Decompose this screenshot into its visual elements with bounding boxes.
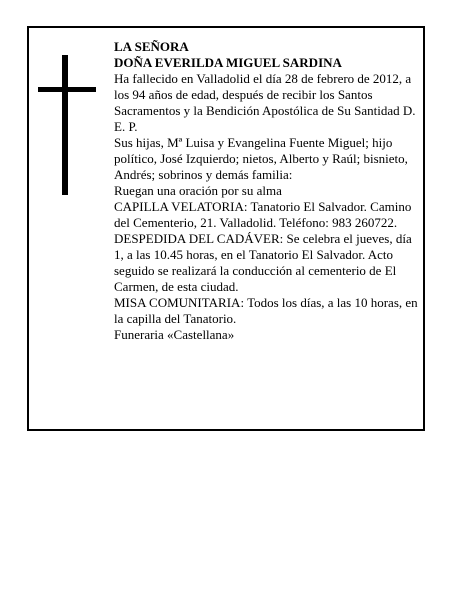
cross-horizontal-bar — [38, 87, 96, 92]
deceased-name: DOÑA EVERILDA MIGUEL SARDINA — [114, 55, 342, 70]
chapel-info: CAPILLA VELATORIA: Tanatorio El Salvador. Camino del Cementerio, 21. Valladolid. Teléfono: 983 260722. — [114, 199, 412, 230]
death-statement: Ha fallecido en Valladolid el día 28 de febrero de 2012, a los 94 años de edad, después de recibir los Santos Sacramentos y la Bendición Apostólica de Su Santidad D. E. P. — [114, 71, 416, 134]
prayer-request: Ruegan una oración por su alma — [114, 183, 282, 198]
funeral-home: Funeraria «Castellana» — [114, 327, 235, 342]
mass-info: MISA COMUNITARIA: Todos los días, a las 10 horas, en la capilla del Tanatorio. — [114, 295, 418, 326]
notice-text-block — [114, 39, 420, 343]
notice-title: LA SEÑORA — [114, 39, 189, 54]
family-list: Sus hijas, Mª Luisa y Evangelina Fuente Miguel; hijo político, José Izquierdo; nietos, Alberto y Raúl; bisnieto, Andrés; sobrinos y demás familia: — [114, 135, 408, 182]
farewell-info: DESPEDIDA DEL CADÁVER: Se celebra el jueves, día 1, a las 10.45 horas, en el Tanatorio El Salvador. Acto seguido se realizará la conducción al cementerio de El Carmen, de esta ciudad. — [114, 231, 412, 294]
cross-vertical-bar — [62, 55, 68, 195]
